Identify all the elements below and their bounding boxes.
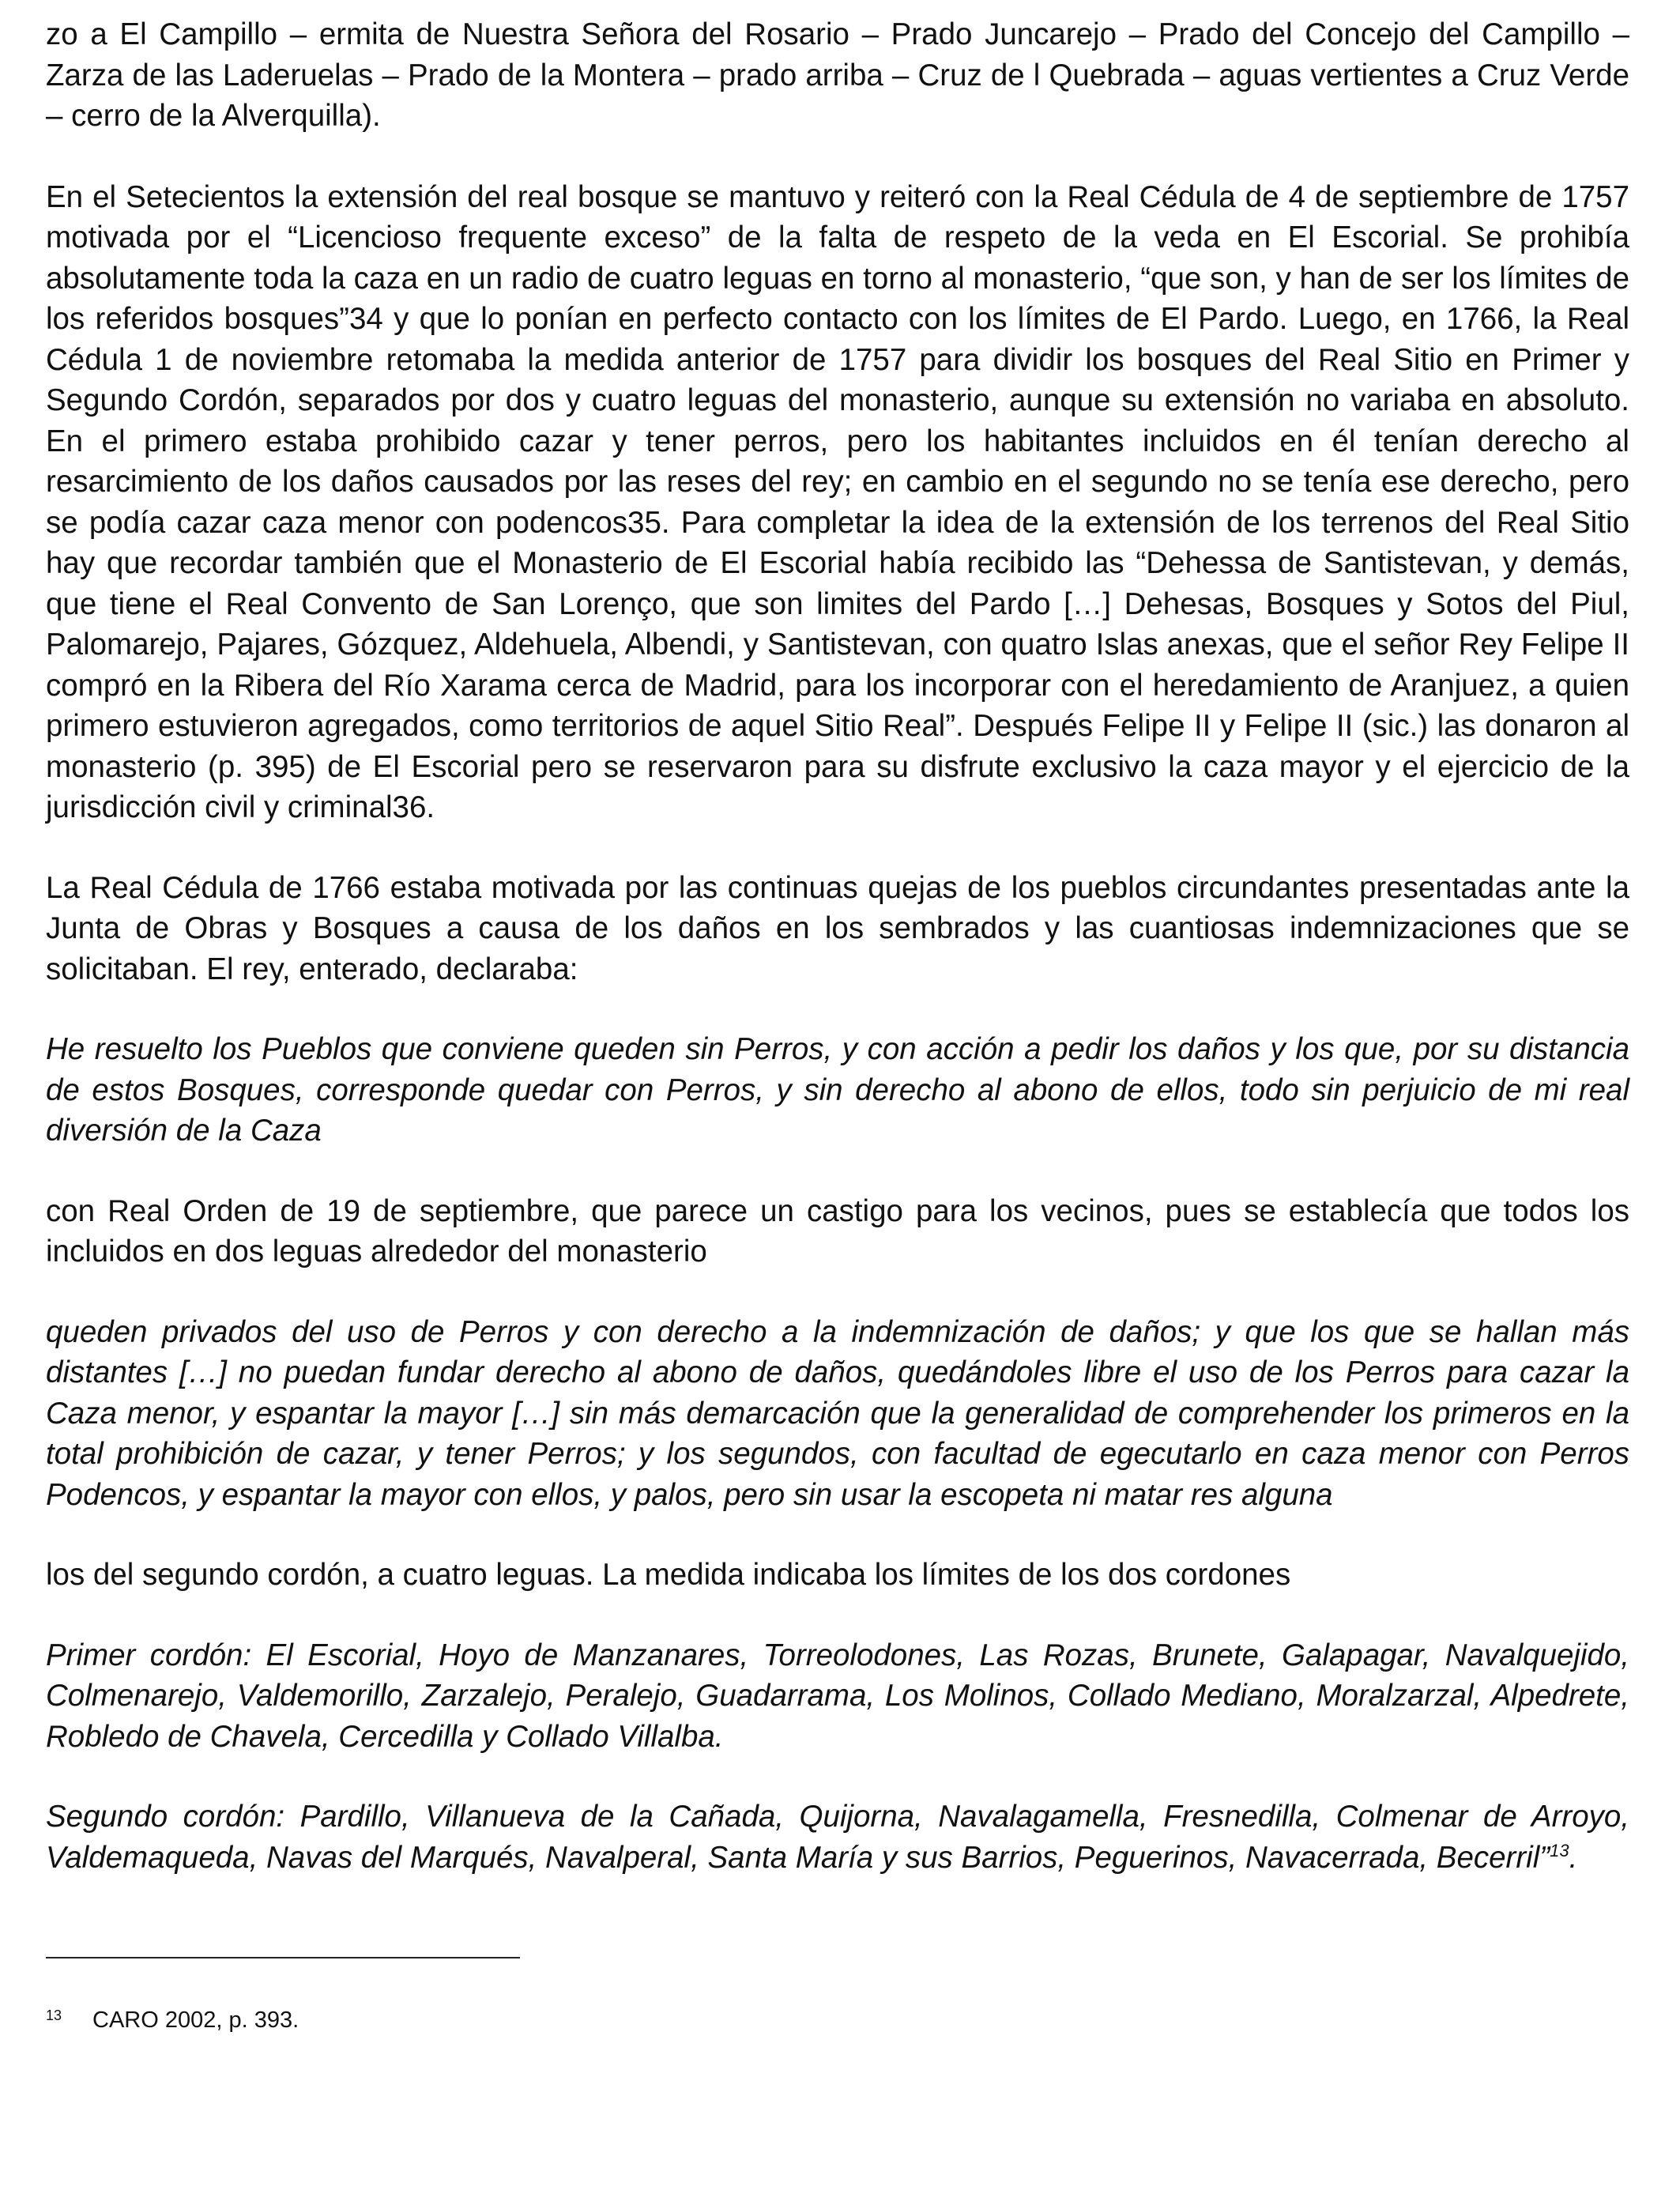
page-body [46, 14, 1629, 1878]
quote-queden-privados: queden privados del uso de Perros y con derecho a la indemnización de daños; y que los que se hallan más distantes […] no puedan fundar derecho al abono de daños, quedándoles libre el uso de los Perros para cazar la Caza menor, y espantar la mayor […] sin más demarcación que la generalidad de comprehender los primeros en la total prohibición de cazar, y tener Perros; y los segundos, con facultad de egecutarlo en caza menor con Perros Podencos, y espantar la mayor con ellos, y palos, pero sin usar la escopeta ni matar res alguna [46, 1314, 1629, 1512]
quote-he-resuelto: He resuelto los Pueblos que conviene queden sin Perros, y con acción a pedir los daños y los que, por su distancia de estos Bosques, corresponde quedar con Perros, y sin derecho al abono de ellos, todo sin perjuicio de mi real diversión de la Caza [46, 1032, 1629, 1148]
footnote-reference[interactable]: 13 [1550, 1840, 1569, 1860]
paragraph-route-list: zo a El Campillo – ermita de Nuestra Señora del Rosario – Prado Juncarejo – Prado del Concejo del Campillo – Zarza de las Laderuelas – Prado de la Montera – prado arriba – Cruz de l Quebrada – aguas vertientes a Cruz Verde – cerro de la Alverquilla). [46, 17, 1629, 133]
list-segundo-cordon-end: . [1569, 1840, 1578, 1875]
footnote [46, 2006, 299, 2034]
paragraph-setecientos: En el Setecientos la extensión del real bosque se mantuvo y reiteró con la Real Cédula de 4 de septiembre de 1757 motivada por el “Licencioso frequente exceso” de la falta de respeto de la veda en El Escorial. Se prohibía absolutamente toda la caza en un radio de cuatro leguas en torno al monasterio, “que son, y han de ser los límites de los referidos bosques”34 y que lo ponían en perfecto contacto con los límites de El Pardo. Luego, en 1766, la Real Cédula 1 de noviembre retomaba la medida anterior de 1757 para dividir los bosques del Real Sitio en Primer y Segundo Cordón, separados por dos y cuatro leguas del monasterio, aunque su extensión no variaba en absoluto. En el primero estaba prohibido cazar y tener perros, pero los habitantes incluidos en él tenían derecho al resarcimiento de los daños causados por las reses del rey; en cambio en el segundo no se tenía ese derecho, pero se podía cazar caza menor con podencos35. Para completar la idea de la extensión de los terrenos del Real Sitio hay que recordar también que el Monasterio de El Escorial había recibido las “Dehessa de Santistevan, y demás, que tiene el Real Convento de San Lorenço, que son limites del Pardo […] Dehesas, Bosques y Sotos del Piul, Palomarejo, Pajares, Gózquez, Aldehuela, Albendi, y Santistevan, con quatro Islas anexas, que el señor Rey Felipe II compró en la Ribera del Río Xarama cerca de Madrid, para los incorporar con el heredamiento de Aranjuez, a quien primero estuvieron agregados, como territorios de aquel Sitio Real”. Después Felipe II y Felipe II (sic.) las donaron al monasterio (p. 395) de El Escorial pero se reservaron para su disfrute exclusivo la caza mayor y el ejercicio de la jurisdicción civil y criminal36. [46, 179, 1629, 824]
paragraph-real-cedula-1766: La Real Cédula de 1766 estaba motivada por las continuas quejas de los pueblos circundantes presentadas ante la Junta de Obras y Bosques a causa de los daños en los sembrados y las cuantiosas indemnizaciones que se solicitaban. El rey, enterado, declaraba: [46, 870, 1629, 986]
list-primer-cordon: Primer cordón: El Escorial, Hoyo de Manzanares, Torreolodones, Las Rozas, Brunete, Galapagar, Navalquejido, Colmenarejo, Valdemorillo, Zarzalejo, Peralejo, Guadarrama, Los Molinos, Collado Mediano, Moralzarzal, Alpedrete, Robledo de Chavela, Cercedilla y Collado Villalba. [46, 1638, 1629, 1754]
footnote-separator [46, 1957, 520, 1958]
footnote-number: 13 [46, 2007, 62, 2023]
paragraph-segundo-cordon-intro: los del segundo cordón, a cuatro leguas. La medida indicaba los límites de los dos cordones [46, 1558, 1291, 1592]
paragraph-real-orden: con Real Orden de 19 de septiembre, que parece un castigo para los vecinos, pues se establecía que todos los incluidos en dos leguas alrededor del monasterio [46, 1193, 1629, 1269]
footnote-text: CARO 2002, p. 393. [92, 2007, 299, 2033]
list-segundo-cordon [46, 1796, 1629, 1878]
list-segundo-cordon-text: Segundo cordón: Pardillo, Villanueva de la Cañada, Quijorna, Navalagamella, Fresnedilla, Colmenar de Arroyo, Valdemaqueda, Navas del Marqués, Navalperal, Santa María y sus Barrios, Peguerinos, Navacerrada, Becerril” [46, 1800, 1629, 1875]
